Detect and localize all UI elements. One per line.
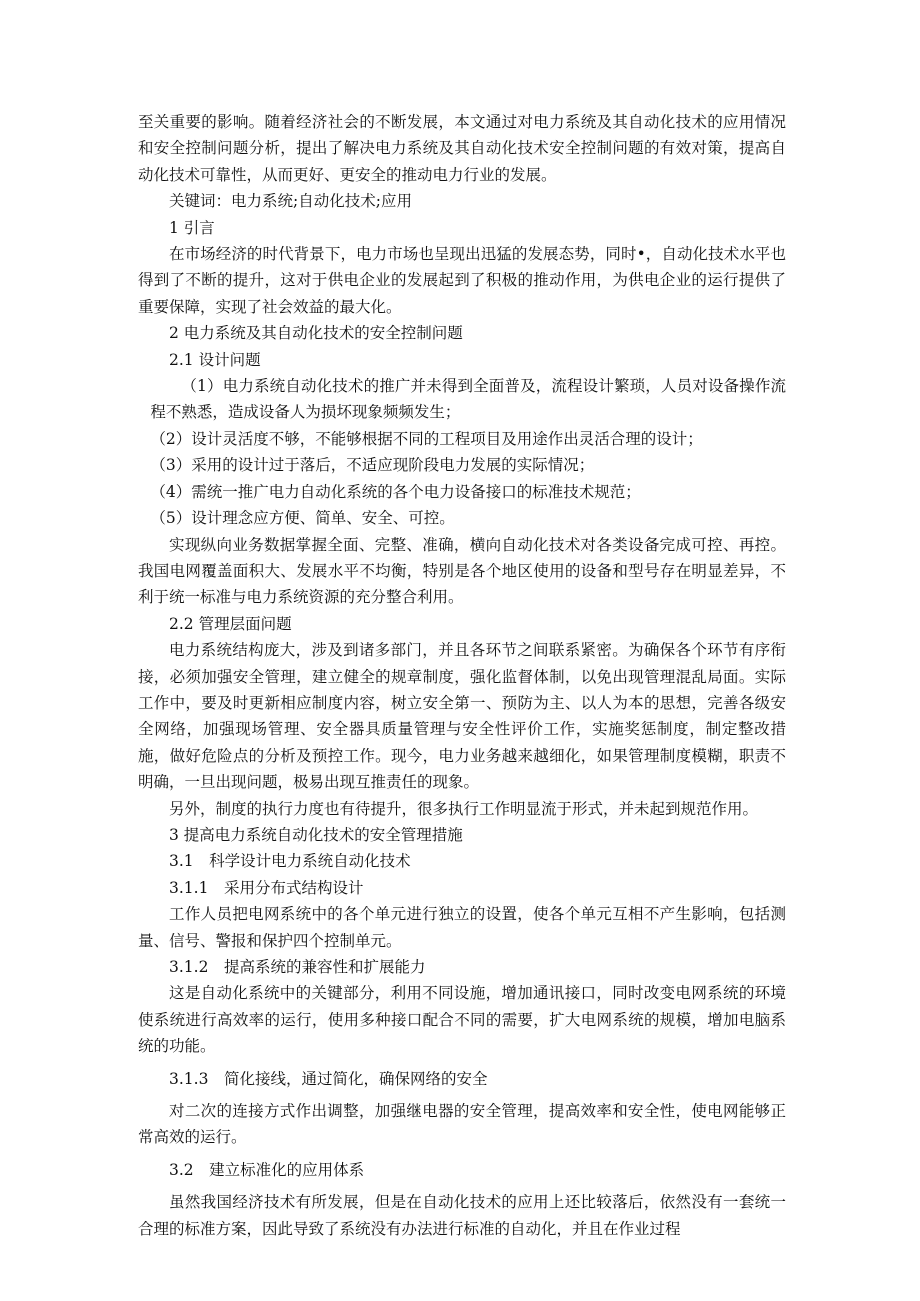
heading-line: 3.1.3 简化接线，通过简化，确保网络的安全 bbox=[169, 1069, 488, 1088]
heading-line: 3 提高电力系统自动化技术的安全管理措施 bbox=[169, 825, 463, 844]
body-paragraph: 工作人员把电网系统中的各个单元进行独立的设置，使各个单元互相不产生影响，包括测量、信号、警报和保护四个控制单元。 bbox=[138, 905, 786, 950]
heading-line: 3.2 建立标准化的应用体系 bbox=[169, 1160, 365, 1179]
heading-line: 2.1 设计问题 bbox=[169, 350, 261, 369]
document-page bbox=[138, 109, 786, 1242]
body-paragraph: 虽然我国经济技术有所发展，但是在自动化技术的应用上还比较落后，依然没有一套统一合理的标准方案，因此导致了系统没有办法进行标准的自动化，并且在作业过程 bbox=[138, 1193, 786, 1238]
heading-line: （4）需统一推广电力自动化系统的各个电力设备接口的标准技术规范； bbox=[150, 482, 641, 501]
body-paragraph: 对二次的连接方式作出调整，加强继电器的安全管理，提高效率和安全性，使电网能够正常高效的运行。 bbox=[138, 1102, 786, 1147]
body-paragraph: 实现纵向业务数据掌握全面、完整、准确，横向自动化技术对各类设备完成可控、再控。我国电网覆盖面积大、发展水平不均衡，特别是各个地区使用的设备和型号存在明显差异，不利于统一标准与电力系统资源的充分整合利用。 bbox=[138, 535, 786, 607]
body-paragraph: 电力系统结构庞大，涉及到诸多部门，并且各环节之间联系紧密。为确保各个环节有序衔接，必须加强安全管理，建立健全的规章制度，强化监督体制，以免出现管理混乱局面。实际工作中，要及时更新相应制度内容，树立安全第一、预防为主、以人为本的思想，完善各级安全网络，加强现场管理、安全器具质量管理与安全性评价工作，实施奖惩制度，制定整改措施，做好危险点的分析及预控工作。现今，电力业务越来越细化，如果管理制度模糊，职责不明确，一旦出现问题，极易出现互推责任的现象。 bbox=[138, 641, 786, 792]
heading-line: 2.2 管理层面问题 bbox=[169, 614, 292, 633]
heading-line: 3.1.2 提高系统的兼容性和扩展能力 bbox=[169, 958, 426, 976]
body-paragraph: （1）电力系统自动化技术的推广并未得到全面普及，流程设计繁琐，人员对设备操作流程不熟悉，造成设备人为损坏现象频频发生； bbox=[150, 377, 786, 422]
heading-line: 1 引言 bbox=[169, 218, 215, 237]
heading-line: （2）设计灵活度不够，不能够根据不同的工程项目及用途作出灵活合理的设计； bbox=[150, 429, 703, 448]
body-paragraph: 在市场经济的时代背景下，电力市场也呈现出迅猛的发展态势，同时•，自动化技术水平也得到了不断的提升，这对于供电企业的发展起到了积极的推动作用，为供电企业的运行提供了重要保障，实现了社会效益的最大化。 bbox=[138, 245, 786, 316]
heading-line: 3.1.1 采用分布式结构设计 bbox=[169, 878, 364, 897]
heading-line: 3.1 科学设计电力系统自动化技术 bbox=[169, 852, 411, 871]
heading-line: （3）采用的设计过于落后，不适应现阶段电力发展的实际情况； bbox=[150, 456, 595, 475]
heading-line: 2 电力系统及其自动化技术的安全控制问题 bbox=[169, 324, 463, 343]
body-paragraph: 另外，制度的执行力度也有待提升，很多执行工作明显流于形式，并未起到规范作用。 bbox=[169, 799, 759, 818]
body-paragraph: 这是自动化系统中的关键部分，利用不同设施，增加通讯接口，同时改变电网系统的环境使系统进行高效率的运行，使用多种接口配合不同的需要，扩大电网系统的规模，增加电脑系统的功能。 bbox=[138, 984, 786, 1056]
heading-line: 关键词：电力系统;自动化技术;应用 bbox=[169, 192, 412, 211]
heading-line: （5）设计理念应方便、简单、安全、可控。 bbox=[150, 509, 455, 528]
body-paragraph: 至关重要的影响。随着经济社会的不断发展，本文通过对电力系统及其自动化技术的应用情况和安全控制问题分析，提出了解决电力系统及其自动化技术安全控制问题的有效对策，提高自动化技术可靠性，从而更好、更安全的推动电力行业的发展。 bbox=[138, 113, 786, 184]
